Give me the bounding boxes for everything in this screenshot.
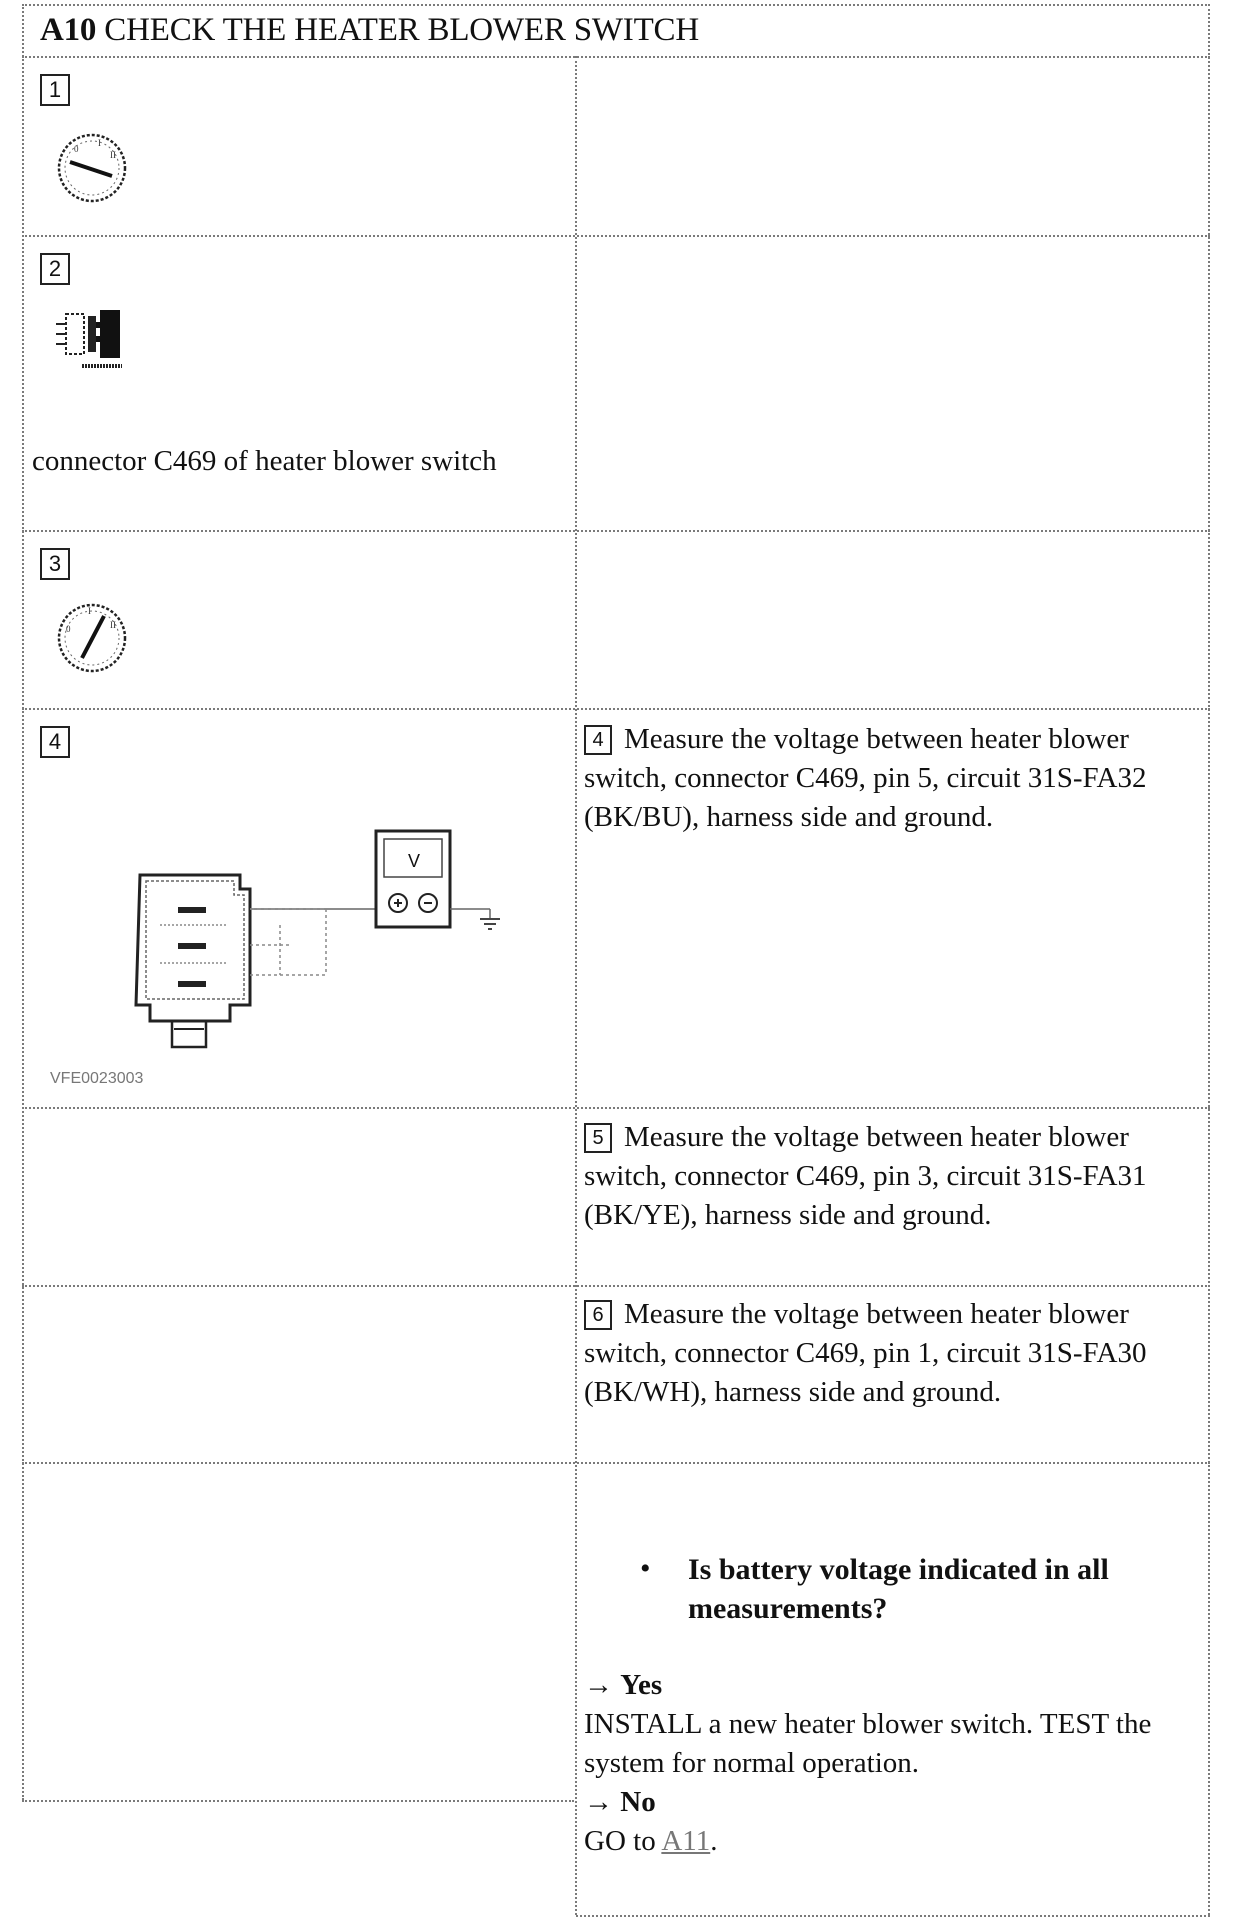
svg-text:II: II [110, 620, 116, 630]
step-5-inline-number: 5 [584, 1123, 612, 1153]
disconnect-connector-icon [52, 300, 136, 380]
diagnostic-question: Is battery voltage indicated in all measurements? [688, 1553, 1109, 1625]
yes-label: Yes [620, 1669, 663, 1701]
ignition-on-dial-icon [52, 598, 132, 678]
title-row-divider [22, 56, 1210, 58]
row5-divider [22, 1285, 1210, 1287]
step-3-number: 3 [40, 548, 70, 580]
no-arrow: → [584, 1786, 613, 1818]
row6-divider [22, 1462, 1210, 1464]
meter-unit-label: V [408, 851, 421, 871]
row4-divider [22, 1107, 1210, 1109]
procedure-title [40, 12, 699, 49]
row1-divider [22, 235, 1210, 237]
no-instruction-prefix: GO to [584, 1825, 656, 1857]
step-6-text: Measure the voltage between heater blower switch, connector C469, pin 1, circuit 31S-FA30 (BK/WH), harness side and ground. [584, 1298, 1147, 1408]
ignition-off-dial-icon [52, 128, 132, 208]
step-2-number: 2 [40, 253, 70, 285]
step-6-inline-number: 6 [584, 1300, 612, 1330]
column-divider [575, 56, 577, 1915]
svg-text:0: 0 [74, 144, 79, 154]
yes-arrow: → [584, 1669, 613, 1701]
step-4-number: 4 [40, 726, 70, 758]
row2-divider [22, 530, 1210, 532]
step-2-caption: connector C469 of heater blower switch [32, 445, 497, 477]
step-5-instruction [584, 1118, 1209, 1235]
answer-no [584, 1783, 1209, 1861]
left-bottom-border [22, 1800, 574, 1802]
no-label: No [620, 1786, 656, 1818]
svg-text:I: I [88, 606, 91, 616]
answer-yes [584, 1666, 1209, 1783]
procedure-title-text: CHECK THE HEATER BLOWER SWITCH [104, 12, 699, 48]
procedure-code: A10 [40, 12, 97, 48]
step-4-text: Measure the voltage between heater blower switch, connector C469, pin 5, circuit 31S-FA32 (BK/BU), harness side and ground. [584, 723, 1147, 833]
svg-text:II: II [110, 150, 116, 160]
goto-a11-link[interactable]: A11 [661, 1825, 711, 1857]
table-left-border [22, 4, 24, 1800]
step-4-instruction [584, 720, 1209, 837]
question-bullet: • [640, 1552, 651, 1585]
svg-text:0: 0 [66, 624, 71, 634]
step-5-text: Measure the voltage between heater blower switch, connector C469, pin 3, circuit 31S-FA31 (BK/YE), harness side and ground. [584, 1121, 1147, 1231]
diagram-reference-code: VFE0023003 [50, 1070, 144, 1087]
step-6-instruction [584, 1295, 1209, 1412]
row3-divider [22, 708, 1210, 710]
step-4-inline-number: 4 [584, 725, 612, 755]
table-right-border [1208, 4, 1210, 1915]
svg-text:I: I [98, 138, 101, 148]
yes-instruction: INSTALL a new heater blower switch. TEST the system for normal operation. [584, 1708, 1152, 1779]
table-top-border [22, 4, 1210, 6]
no-instruction-suffix: . [710, 1825, 718, 1857]
voltage-measurement-diagram [50, 825, 510, 1095]
step-1-number: 1 [40, 74, 70, 106]
